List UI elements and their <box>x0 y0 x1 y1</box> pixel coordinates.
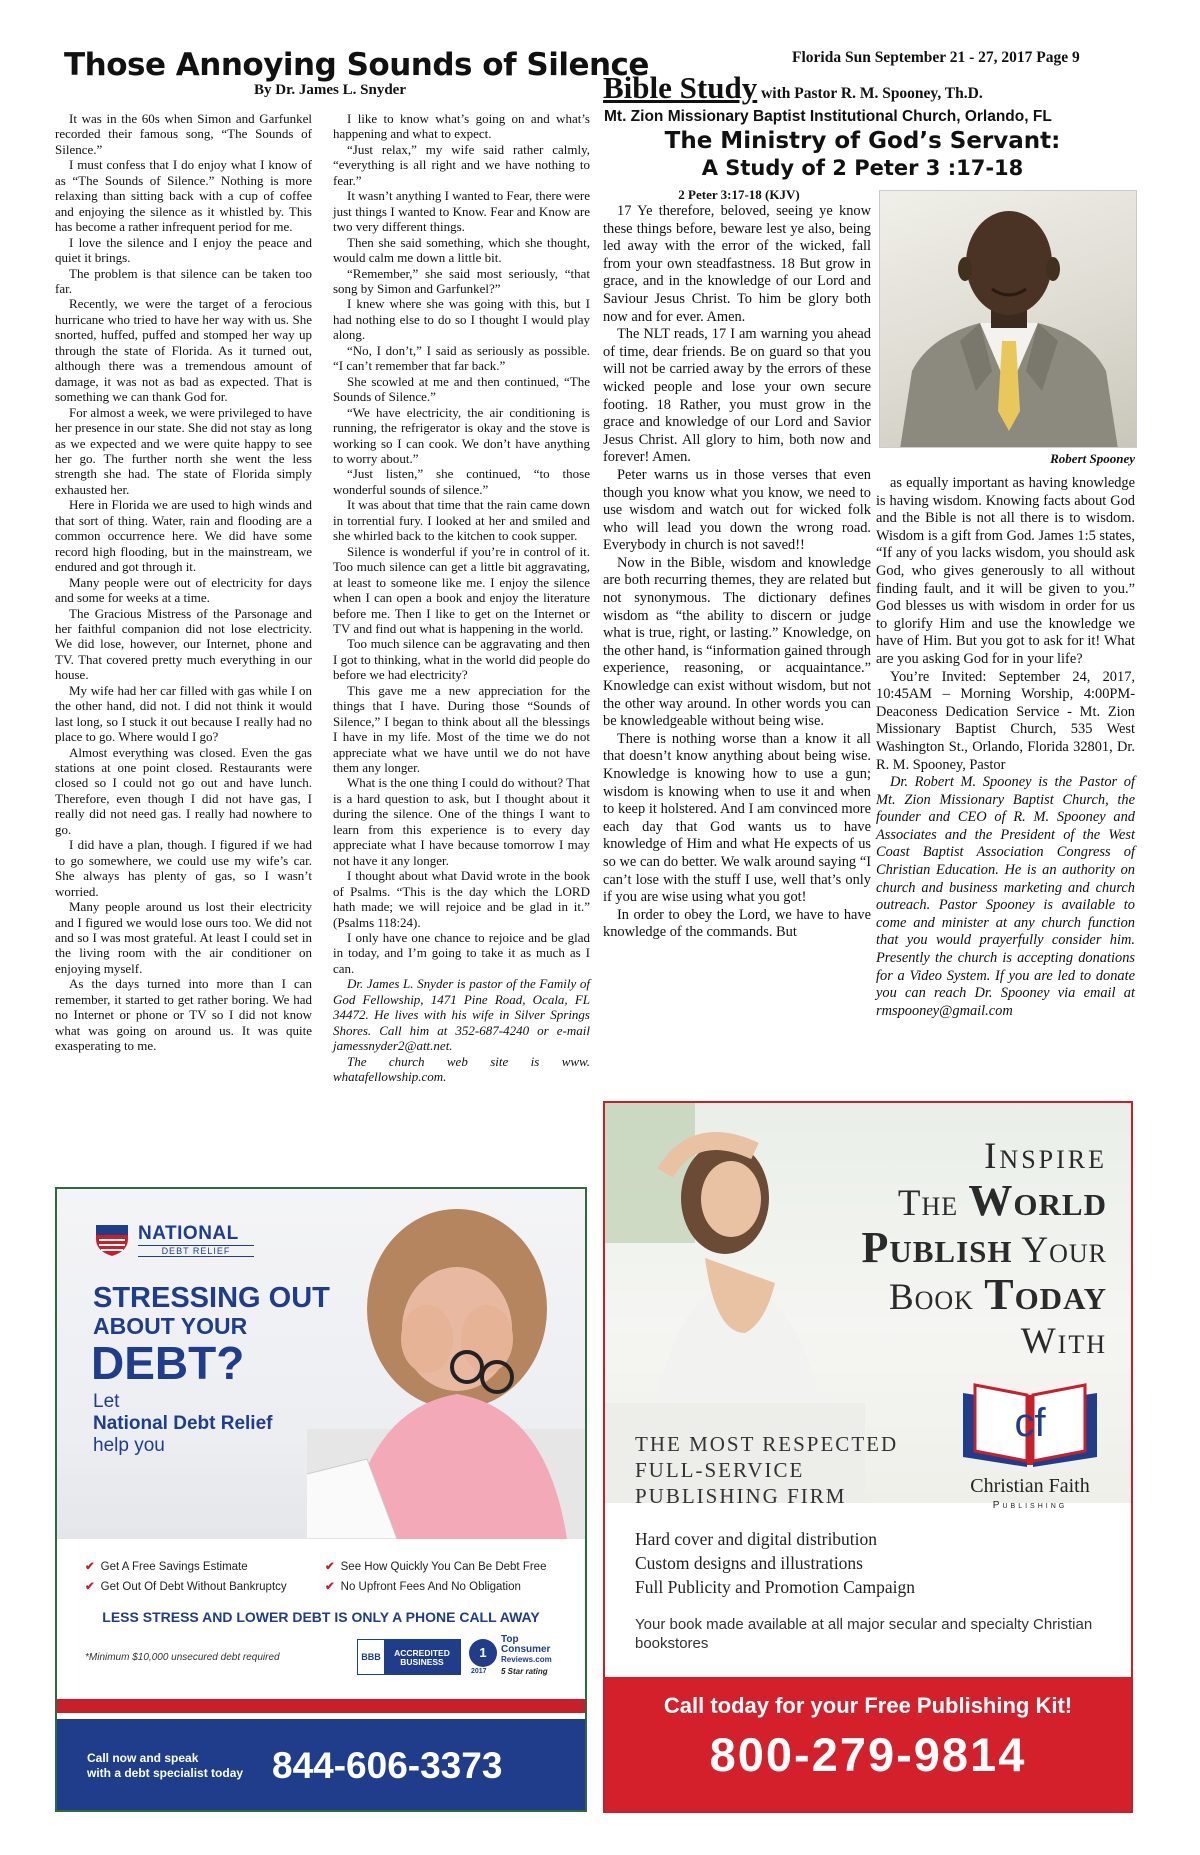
paragraph: It wasn’t anything I wanted to Fear, there were just things I wanted to Know. Fear and Know are two very different things. <box>333 188 590 235</box>
check-icon: ✔ <box>325 1581 335 1593</box>
check-icon: ✔ <box>325 1561 335 1573</box>
headline-line-1: Inspire <box>984 1136 1107 1177</box>
paragraph: What is the one thing I could do without? That is a hard question to ask, but I thought about it during the silence. One of the things I want to learn from this experience is to every day appreciate what I have because tomorrow I may not have it any longer. <box>333 775 590 868</box>
paragraph: I like to know what’s going on and what’s happening and what to expect. <box>333 111 590 142</box>
ndr-logo <box>94 1223 239 1262</box>
paragraph: In order to obey the Lord, we have to have knowledge of the commands. But <box>603 906 871 941</box>
pastor-bio: Dr. Robert M. Spooney is the Pastor of Mt. Zion Missionary Baptist Church, the founder and CEO of R. M. Spooney and Associates and the President of the West Coast Baptist Association Congress of Christian Education. He is an authority on church and business marketing and church outreach. Pastor Spooney is available to come and minister at any church function that you would prayerfully consider him. Presently the church is accepting donations for a Video System. If you are led to donate you can reach Dr. Spooney via email at rmspooney@gmail.com <box>876 774 1135 1019</box>
ndr-headline-3: DEBT? <box>91 1337 245 1389</box>
cf-name: Christian Faith <box>970 1475 1090 1497</box>
stressed-woman-image <box>57 1189 585 1539</box>
ndr-headline-2: ABOUT YOUR <box>93 1313 248 1339</box>
ndr-check-1: ✔ Get A Free Savings Estimate <box>85 1561 248 1573</box>
ndr-cta-2: with a debt specialist today <box>87 1766 244 1780</box>
paragraph: Too much silence can be aggravating and then I got to thinking, what in the world did people do before we had electricity? <box>333 636 590 683</box>
paragraph: She scowled at me and then continued, “The Sounds of Silence.” <box>333 373 590 405</box>
paragraph: I must confess that I do enjoy what I know of as “The Sounds of Silence.” Nothing is more relaxing than sitting back with a cup of coffee and enjoying the silence as it whistled by. This has become a rather infrequent period for me. <box>55 157 312 235</box>
cf-logo <box>955 1381 1105 1476</box>
publishing-phone[interactable]: 800-279-9814 <box>709 1728 1027 1781</box>
bible-study-header <box>603 70 983 106</box>
inspire-headline <box>861 1135 1107 1364</box>
bible-study-label: Bible Study <box>603 70 758 105</box>
shield-flag-icon <box>94 1223 130 1257</box>
page-header: Florida Sun September 21 - 27, 2017 Page 9 <box>792 49 1080 66</box>
article-byline: By Dr. James L. Snyder <box>254 82 406 98</box>
headline-line-5: With <box>1020 1321 1107 1362</box>
headline-line-4: Book Today <box>888 1270 1107 1319</box>
study-column-1 <box>603 203 871 942</box>
bbb-badge <box>357 1639 461 1675</box>
paragraph: For almost a week, we were privileged to have her presence in our state. She did not stay as long as we expected and we were quite happy to see her go. The further north she went the less strength she had. The state of Florida simply exhausted her. <box>55 404 312 497</box>
author-bio: Dr. James L. Snyder is pastor of the Family of God Fellowship, 1471 Pine Road, Ocala, FL 34472. He lives with his wife in Silver Springs Shores. Call him at 352-687-4240 or e-mail jamessnyder2@att.net. <box>333 976 590 1054</box>
tcr-2: Consumer <box>501 1644 551 1655</box>
paragraph: I only have one chance to rejoice and be glad in today, and I’m going to take it as much as I can. <box>333 930 590 976</box>
paragraph: “Just listen,” she continued, “to those wonderful sounds of silence.” <box>333 466 590 497</box>
bbb-icon: BBB <box>358 1640 384 1674</box>
paragraph: Many people around us lost their electricity and I figured we would lose ours too. We did not and so I was most grateful. At least I could set in the living room with the air conditioner on enjoying myself. <box>55 899 312 976</box>
bbb-text: ACCREDITED BUSINESS <box>384 1640 460 1674</box>
firm-line-3: PUBLISHING FIRM <box>635 1484 847 1508</box>
tcr-year: 2017 <box>471 1668 487 1675</box>
woman-image <box>605 1103 1131 1508</box>
ndr-check-3: ✔ Get Out Of Debt Without Bankruptcy <box>85 1581 287 1593</box>
paragraph: Silence is wonderful if you’re in control of it. Too much silence can get a little bit aggravating, at least to someone like me. I enjoy the silence when I can open a book and enjoy the literature before me. Then I like to get on the Internet or TV and find out what is happening in the world. <box>333 543 590 636</box>
ndr-let: Let <box>93 1391 120 1412</box>
pastor-photo <box>879 190 1137 448</box>
paragraph: I thought about what David wrote in the book of Psalms. “This is the day which the LORD hath made; we will rejoice and be glad in it.” (Psalms 118:24). <box>333 868 590 930</box>
paragraph: “We have electricity, the air conditioning is running, the refrigerator is okay and the stove is working so I can cook. We don’t have anything to worry about.” <box>333 404 590 466</box>
paragraph: It was about that time that the rain came down in torrential fury. I looked at her and smiled and she whirled back to the kitchen to cook supper. <box>333 497 590 544</box>
check-icon: ✔ <box>85 1561 95 1573</box>
firm-line-1: THE MOST RESPECTED <box>635 1432 899 1456</box>
ad-publishing[interactable] <box>603 1101 1133 1813</box>
church-name: Mt. Zion Missionary Baptist Institutional Church, Orlando, FL <box>604 108 1052 125</box>
paragraph: The Gracious Mistress of the Parsonage and her faithful companion did not lose electricity. We did lose, however, our Internet, phone and TV. That covered pretty much everything in our house. <box>55 605 312 683</box>
ndr-help: help you <box>93 1435 165 1456</box>
feature-1: Hard cover and digital distribution <box>635 1529 878 1549</box>
study-title: The Ministry of God’s Servant: <box>664 128 1061 154</box>
article-column-1 <box>55 111 312 1054</box>
paragraph: Here in Florida we are used to high winds and that sort of thing. Water, rain and flooding are a common occurrence here. We did have some record high flooding, but in the mainstream, we endured and got through it. <box>55 497 312 575</box>
ndr-check-2: ✔ See How Quickly You Can Be Debt Free <box>325 1561 547 1573</box>
scripture-reference: 2 Peter 3:17-18 (KJV) <box>678 187 800 202</box>
ndr-footnote: *Minimum $10,000 unsecured debt required <box>85 1652 280 1663</box>
paragraph: Almost everything was closed. Even the gas stations at one point closed. Restaurants were closed so I could not go out and have lunch. Therefore, even though I did not have gas, I really did not need gas. I really had nowhere to go. <box>55 744 312 837</box>
paragraph: Many people were out of electricity for days and some for weeks at a time. <box>55 574 312 606</box>
paragraph: Recently, we were the target of a ferocious hurricane who tried to have her way with us. She snorted, huffed, puffed and stomped her way up through the state of Florida. As it turned out, although there was a tremendous amount of damage, it was not as bad as expected. That is something we can thank God for. <box>55 296 312 405</box>
ad-debt-relief[interactable] <box>55 1187 587 1812</box>
ndr-phone[interactable]: 844-606-3373 <box>272 1745 503 1786</box>
ndr-footer <box>57 1699 585 1810</box>
ndr-tagline: LESS STRESS AND LOWER DEBT IS ONLY A PHONE CALL AWAY <box>102 1609 540 1625</box>
paragraph: Then she said something, which she thought, would calm me down a little bit. <box>333 234 590 266</box>
tcr-1: Top <box>501 1634 519 1645</box>
ndr-cta-1: Call now and speak <box>87 1751 199 1765</box>
tcr-3: Reviews.com <box>501 1655 552 1664</box>
cf-sub: Publishing <box>992 1500 1068 1511</box>
tcr-rating: 5 Star rating <box>501 1667 548 1676</box>
paragraph: 17 Ye therefore, beloved, seeing ye know these things before, beware lest ye also, being led away with the error of the wicked, fall from your own steadfastness. 18 But grow in grace, and in the knowledge of our Lord and Saviour Jesus Christ. To him be glory both now and for ever. Amen. <box>603 203 871 325</box>
paragraph: There is nothing worse than a know it all that doesn’t know anything about being wise. Knowledge is knowing how to use a gun; wisdom is knowing when to use it and when to keep it holstered. And I am convinced more each day that God wants us to have knowledge of Him and what He expects of us so we can do better. We walk around saying “I can’t lose with the stuff I use, well that’s only if you are wise using what you got! <box>603 730 871 906</box>
paragraph: The NLT reads, 17 I am warning you ahead of time, dear friends. Be on guard so that you will not be carried away by the errors of these wicked people and lose your own secure footing. 18 Rather, you must grow in the grace and knowledge of our Lord and Savior Jesus Christ. All glory to him, both now and forever! Amen. <box>603 326 871 466</box>
ndr-check-4: ✔ No Upfront Fees And No Obligation <box>325 1581 521 1593</box>
ndr-name: National Debt Relief <box>93 1413 273 1434</box>
paragraph: This gave me a new appreciation for the things that I have. During those “Sounds of Silence,” I began to think about all the blessings I have in my life. Most of the time we do not appreciate what we have until we do not have them any longer. <box>333 682 590 776</box>
paragraph: It was in the 60s when Simon and Garfunkel recorded their famous song, “The Sounds of Silence.” <box>55 111 312 157</box>
firm-line-2: FULL-SERVICE <box>635 1458 805 1482</box>
paragraph: The problem is that silence can be taken too far. <box>55 265 312 296</box>
paragraph: Now in the Bible, wisdom and knowledge are both recurring themes, they are related but not synonymous. The dictionary defines wisdom as “the ability to discern or judge what is true, right, or lasting.” Knowledge, on the other hand, is “information gained through experience, reasoning, or acquaintance.” Knowledge can exist without wisdom, but not the other way around. In other words you can be knowledgeable without being wise. <box>603 554 871 730</box>
check-icon: ✔ <box>85 1581 95 1593</box>
paragraph: Peter warns us in those verses that even though you know what you know, we need to use wisdom and watch out for wicked folk who will lead you down the wrong road. Everybody in church is not saved!! <box>603 466 871 554</box>
feature-2: Custom designs and illustrations <box>635 1553 863 1573</box>
paragraph: “Just relax,” my wife said rather calmly, “everything is all right and we have nothing to fear.” <box>333 141 590 188</box>
ribbon-icon: 1 <box>469 1639 497 1667</box>
feature-3: Full Publicity and Promotion Campaign <box>635 1577 915 1597</box>
article-title: Those Annoying Sounds of Silence <box>64 47 649 83</box>
publishing-cta: Call today for your Free Publishing Kit! <box>663 1693 1073 1718</box>
paragraph: My wife had her car filled with gas while I on the other hand, did not. I did not think it would last long, so I stuck it out because I really had no place to go. Where would I go? <box>55 682 312 745</box>
study-column-2 <box>876 475 1135 1020</box>
paragraph: You’re Invited: September 24, 2017, 10:45AM – Morning Worship, 4:00PM-Deaconess Dedication Service - Mt. Zion Missionary Baptist Church, 535 West Washington St., Orlando, Florida 32801, Dr. R. M. Spooney, Pastor <box>876 668 1135 773</box>
availability-text: Your book made available at all major secular and specialty Christian bookstores <box>635 1616 1093 1652</box>
paragraph: as equally important as having knowledge is having wisdom. Knowing facts about God and the Bible is not all there is to wisdom. Wisdom is a gift from God. James 1:5 states, “If any of you lacks wisdom, you should ask God, who gives generously to all without finding fault, and it will be given to you.” God blesses us with wisdom in order for us to glorify Him and use the knowledge we have of Him. But you got to ask for it! What are you asking God for in your life? <box>876 475 1135 667</box>
paragraph: “Remember,” she said most seriously, “that song by Simon and Garfunkel?” <box>333 265 590 296</box>
ndr-brand-sub: DEBT RELIEF <box>138 1245 254 1257</box>
paragraph: I did have a plan, though. I figured if we had to go somewhere, we could use my wife’s car. She always has plenty of gas, so I wasn’t worried. <box>55 837 312 899</box>
ndr-brand: NATIONAL <box>138 1223 239 1244</box>
study-subtitle: A Study of 2 Peter 3 :17-18 <box>701 156 1024 180</box>
bible-study-pastor: with Pastor R. M. Spooney, Th.D. <box>757 85 983 102</box>
headline-line-3: Publish Your <box>861 1223 1107 1272</box>
publishing-footer <box>605 1677 1131 1811</box>
paragraph: I knew where she was going with this, but I had nothing else to do so I thought I would play along. <box>333 296 590 343</box>
paragraph: As the days turned into more than I can remember, it started to get rather boring. We had no Internet or phone or TV so I did not know what was going on around us. It was quite exasperating to me. <box>55 976 312 1054</box>
headline-line-2: The World <box>897 1176 1107 1225</box>
church-website: The church web site is www. whatafellowship.com. <box>333 1053 590 1085</box>
article-column-2 <box>333 111 590 1085</box>
cf-mark: cf <box>1014 1401 1046 1445</box>
tcr-badge <box>469 1635 559 1681</box>
paragraph: I love the silence and I enjoy the peace and quiet it brings. <box>55 234 312 266</box>
ndr-headline-1: STRESSING OUT <box>93 1282 330 1314</box>
photo-caption: Robert Spooney <box>1050 451 1135 466</box>
paragraph: “No, I don’t,” I said as seriously as possible. “I can’t remember that far back.” <box>333 342 590 374</box>
